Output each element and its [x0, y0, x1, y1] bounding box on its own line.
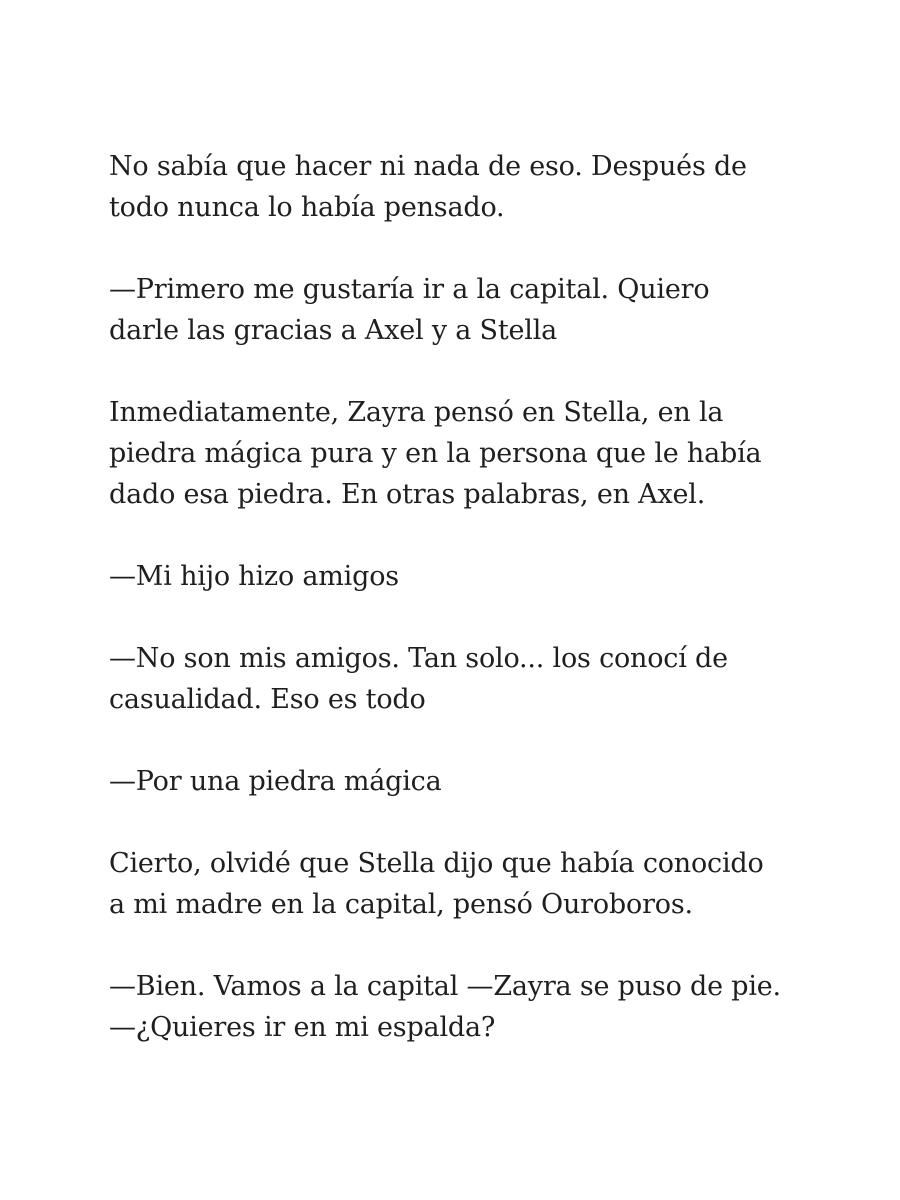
paragraph-8: —Bien. Vamos a la capital —Zayra se puso de pie. —¿Quieres ir en mi espalda?: [109, 971, 781, 1043]
paragraph-7: Cierto, olvidé que Stella dijo que había conocido a mi madre en la capital, pensó Ouroboros.: [109, 848, 764, 920]
paragraph-4: —Mi hijo hizo amigos: [109, 561, 399, 592]
paragraph-1: No sabía que hacer ni nada de eso. Después de todo nunca lo había pensado.: [109, 151, 747, 223]
paragraph-2: —Primero me gustaría ir a la capital. Quiero darle las gracias a Axel y a Stella: [109, 274, 710, 346]
document-body: [109, 146, 809, 1048]
paragraph-6: —Por una piedra mágica: [109, 766, 442, 797]
paragraph-3: Inmediatamente, Zayra pensó en Stella, en la piedra mágica pura y en la persona que le había dado esa piedra. En otras palabras, en Axel.: [109, 397, 762, 510]
paragraph-5: —No son mis amigos. Tan solo... los conocí de casualidad. Eso es todo: [109, 643, 728, 715]
